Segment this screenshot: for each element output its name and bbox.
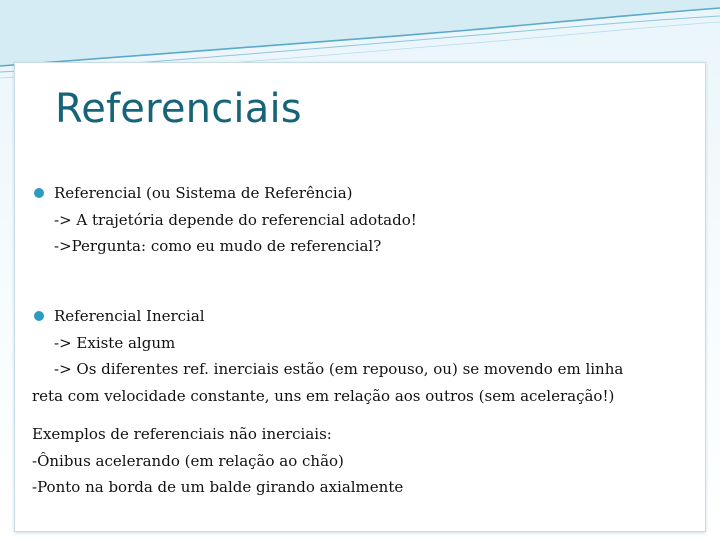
wave-fill xyxy=(0,0,720,66)
bullet-item-inercial xyxy=(32,303,692,330)
slide-body xyxy=(32,180,692,501)
sub-line: -> Existe algum xyxy=(54,333,176,352)
examples-heading: Exemplos de referenciais não inerciais: xyxy=(32,424,332,443)
bullet-item-referencial xyxy=(32,180,692,207)
bullet-text: Referencial (ou Sistema de Referência) xyxy=(54,184,353,202)
continuation-line: reta com velocidade constante, uns em relação aos outros (sem aceleração!) xyxy=(32,387,615,406)
bullet-icon xyxy=(34,188,44,198)
bullet-icon xyxy=(34,311,44,321)
example-item: -Ônibus acelerando (em relação ao chão) xyxy=(32,451,344,470)
bullet-text: Referencial Inercial xyxy=(54,307,205,326)
sub-line: -> Os diferentes ref. inerciais estão (em repouso, ou) se movendo em linha xyxy=(54,360,624,379)
sub-line: -> A trajetória depende do referencial adotado! xyxy=(54,210,417,229)
slide-title: Referenciais xyxy=(55,86,302,132)
sub-line: ->Pergunta: como eu mudo de referencial? xyxy=(54,237,382,256)
example-item: -Ponto na borda de um balde girando axialmente xyxy=(32,478,404,497)
